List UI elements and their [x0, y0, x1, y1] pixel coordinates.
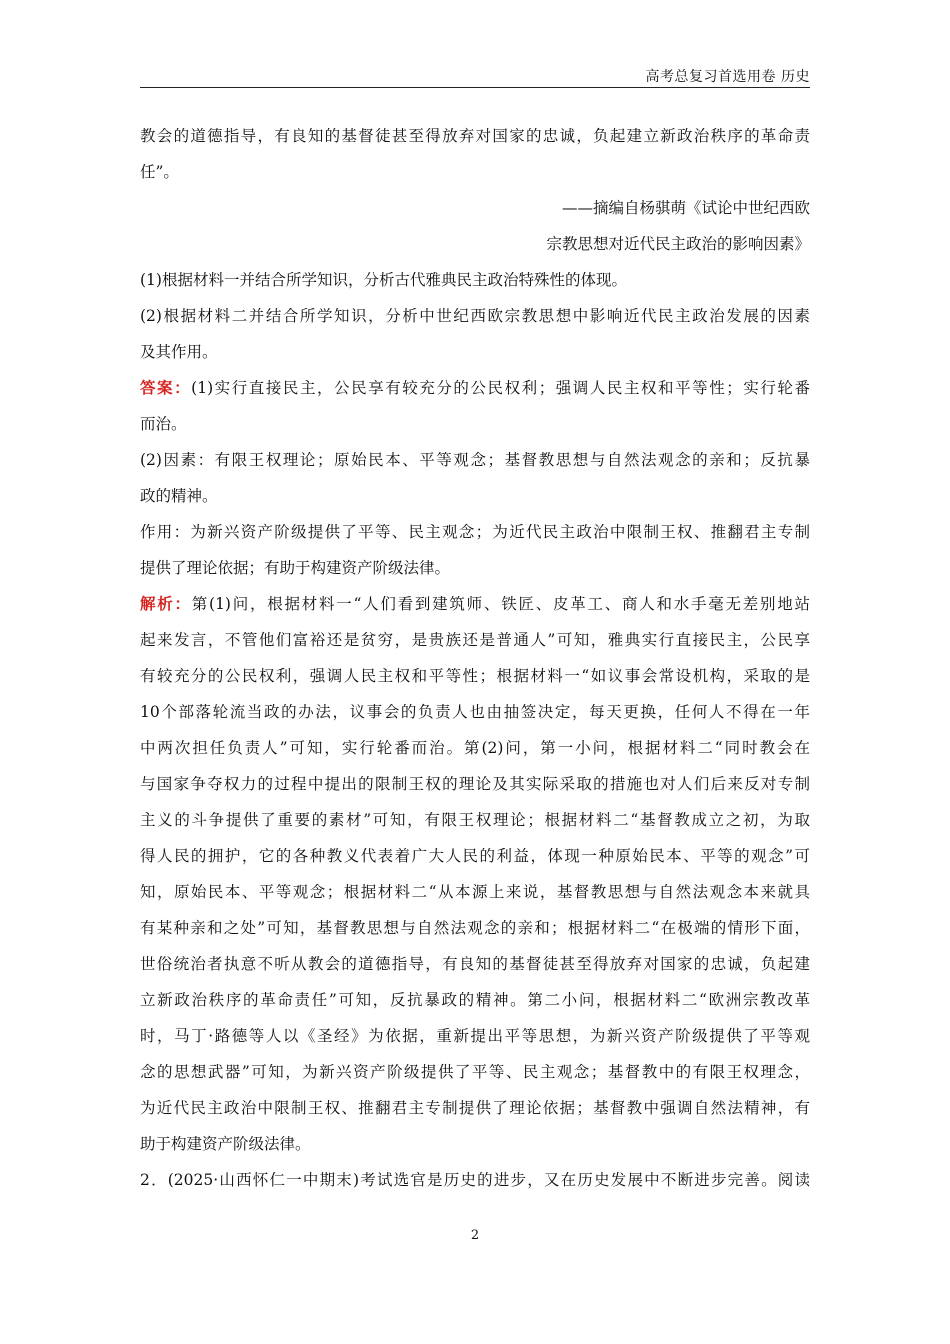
answer-line: 提供了理论依据；有助于构建资产阶级法律。 — [140, 559, 451, 577]
analysis-line: 时，马丁·路德等人以《圣经》为依据，重新提出平等思想，为新兴资产阶级提供了平等观 — [140, 1027, 810, 1045]
material-line: 教会的道德指导，有良知的基督徒甚至得放弃对国家的忠诚，负起建立新政治秩序的革命责 — [140, 127, 810, 145]
answer-label: 答案： — [140, 378, 192, 397]
analysis-line: 主义的斗争提供了重要的素材”可知，有限王权理论；根据材料二“基督教成立之初，为取 — [140, 811, 810, 829]
analysis-line: 知，原始民本、平等观念；根据材料二“从本源上来说，基督教思想与自然法观念本来就具 — [140, 883, 810, 901]
question-2-line: (2)根据材料二并结合所学知识，分析中世纪西欧宗教思想中影响近代民主政治发展的因素 — [140, 307, 810, 325]
analysis-line: 念的思想武器”可知，为新兴资产阶级提供了平等、民主观念；基督教中的有限王权理念， — [140, 1063, 810, 1081]
analysis-line: 有较充分的公民权利，强调人民主权和平等性；根据材料一“如议事会常设机构，采取的是 — [140, 667, 810, 685]
next-question: 2．(2025·山西怀仁一中期末)考试选官是历史的进步，又在历史发展中不断进步完善。阅读 — [140, 1171, 810, 1189]
analysis-line: 有某种亲和之处”可知，基督教思想与自然法观念的亲和；根据材料二“在极端的情形下面， — [140, 919, 810, 937]
answer-line — [140, 370, 810, 406]
material-line: 任”。 — [140, 163, 179, 181]
analysis-line: 助于构建资产阶级法律。 — [140, 1135, 311, 1153]
answer-line: 作用：为新兴资产阶级提供了平等、民主观念；为近代民主政治中限制王权、推翻君主专制 — [140, 523, 810, 541]
analysis-line: 得人民的拥护，它的各种教义代表着广大人民的利益，体现一种原始民本、平等的观念”可 — [140, 847, 810, 865]
page-number: 2 — [470, 1228, 480, 1243]
question-2-line: 及其作用。 — [140, 343, 218, 361]
answer-line: 而治。 — [140, 415, 187, 433]
source-line: 宗教思想对近代民主政治的影响因素》 — [546, 235, 810, 253]
answer-line: 政的精神。 — [140, 487, 218, 505]
analysis-line: 立新政治秩序的革命责任”可知，反抗暴政的精神。第二小问，根据材料二“欧洲宗教改革 — [140, 991, 810, 1009]
answer-text: (1)实行直接民主，公民享有较充分的公民权利；强调人民主权和平等性；实行轮番 — [191, 379, 810, 397]
analysis-text: 第(1)问，根据材料一“人们看到建筑师、铁匠、皮革工、商人和水手毫无差别地站 — [191, 595, 810, 613]
page-content — [140, 118, 810, 1198]
analysis-label: 解析： — [140, 594, 192, 613]
source-line: ——摘编自杨骐萌《试论中世纪西欧 — [561, 199, 810, 217]
question-1: (1)根据材料一并结合所学知识，分析古代雅典民主政治特殊性的体现。 — [140, 271, 627, 289]
analysis-line: 10个部落轮流当政的办法，议事会的负责人也由抽签决定，每天更换，任何人不得在一年 — [140, 703, 810, 721]
analysis-line: 中两次担任负责人”可知，实行轮番而治。第(2)问，第一小问，根据材料二“同时教会在 — [140, 739, 810, 757]
header-divider — [140, 87, 810, 88]
answer-line: (2)因素：有限王权理论；原始民本、平等观念；基督教思想与自然法观念的亲和；反抗暴 — [140, 451, 810, 469]
analysis-line: 起来发言，不管他们富裕还是贫穷，是贵族还是普通人”可知，雅典实行直接民主，公民享 — [140, 631, 810, 649]
header-title: 高考总复习首选用卷 历史 — [645, 69, 810, 85]
analysis-line — [140, 586, 810, 622]
analysis-line: 与国家争夺权力的过程中提出的限制王权的理论及其实际采取的措施也对人们后来反对专制 — [140, 775, 810, 793]
analysis-line: 为近代民主政治中限制王权、推翻君主专制提供了理论依据；基督教中强调自然法精神，有 — [140, 1099, 810, 1117]
analysis-line: 世俗统治者执意不听从教会的道德指导，有良知的基督徒甚至得放弃对国家的忠诚，负起建 — [140, 955, 810, 973]
